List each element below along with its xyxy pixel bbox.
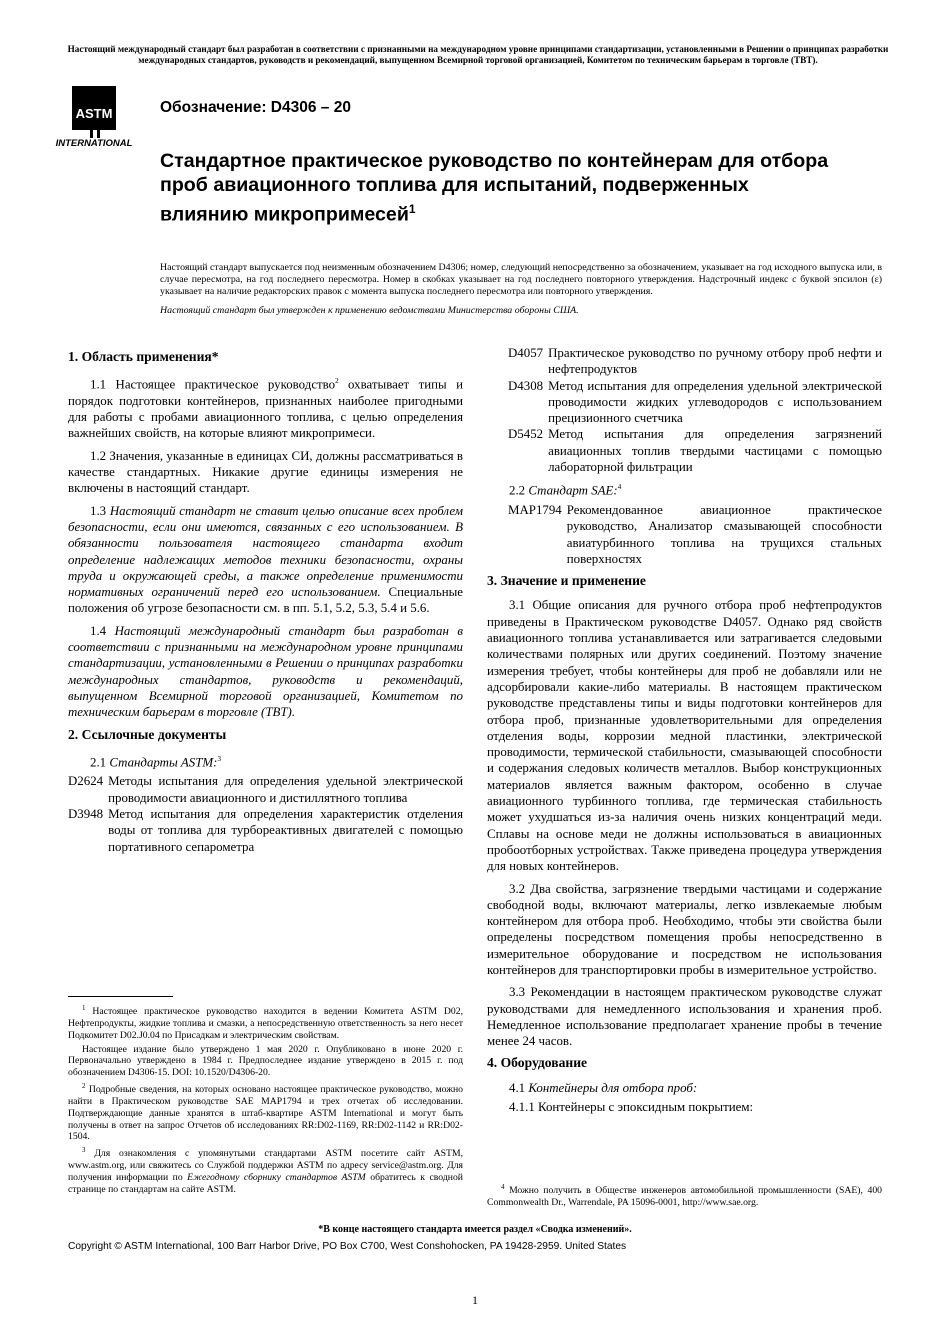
page-number: 1: [472, 1293, 478, 1307]
para-3-3: 3.3 Рекомендации в настоящем практическом руководстве служат руководствами для немедленного использования и хранения проб. Немедленное использование предполагает хранение пробы в течение менее 24 часов.: [487, 985, 882, 1049]
footnote-1: $^1$ Настоящее практическое руководство находится в ведении Комитета ASTM D02, Нефтепродукты, жидкие топлива и смазки, а непосредственную ответственность за него несет Подкомитет D02.J0.04 по Присадкам и электрическим свойствам.: [68, 1004, 464, 1041]
para-3-1: 3.1 Общие описания для ручного отбора проб нефтепродуктов приведены в Практическом руководстве D4057. Однако ряд свойств авиационного топлива устанавливается или затрагивается следовыми количествами полярных или других соединений. Поэтому значение измерения требует, чтобы контейнеры для проб не добавляли или не адсорбировали какие-либо материалы. В настоящем практическом руководстве представлены типы и виды подготовки контейнеров для отбора проб, признанные удовлетворительными для определения отделения воды, коррозии медной пластинки, электрической проводимости, термической стабильности, смазывающей способности и содержания следовых количеств металлов. Выбор конструкционных материалов является важным фактором, особенно в случае авиационного турбинного топлива, где термическая стабильность может ухудшаться из-за наличия очень низких концентраций меди. Сплавы на основе меди не должны использоваться в авиационных пробоотборных устройствах. Также приведена процедура утверждения для новых контейнеров.: [487, 598, 882, 874]
ref-d4308: D4308 Метод испытания для определения удельной электрической проводимости жидких углеводородов с использованием прецизионного счетчика: [508, 378, 882, 426]
section-1-heading: 1. Область применения*: [68, 349, 219, 364]
svg-text:INTERNATIONAL: INTERNATIONAL: [55, 138, 133, 149]
ref-d3948: D3948 Метод испытания для определения характеристик отделения воды от топлива для турбореактивных двигателей с помощью портативного сепарометра: [68, 807, 463, 854]
footnote-4: $^4$ Можно получить в Обществе инженеров автомобильной промышленности (SAE), 400 Commonwealth Dr., Warrendale, PA 15096-0001, http://www.sae.org.: [487, 1183, 883, 1209]
section-2-heading: 2. Ссылочные документы: [68, 726, 227, 742]
summary-of-changes-note: *В конце настоящего стандарта имеется раздел «Сводка изменений».: [318, 1224, 632, 1235]
para-4-1-1: 4.1.1 Контейнеры с эпоксидным покрытием:: [509, 1100, 754, 1115]
para-1-3: 1.3 Настоящий стандарт не ставит целью описание всех проблем безопасности, если они имеются, связанных с его использованием. В обязанности пользователя настоящего стандарта входит определение надлежащих методов техники безопасности, охраны труда и окружающей среды, а также определение применимости нормативных ограничений перед его использованием. Специальные положения об угрозе безопасности см. в пп. 5.1, 5.2, 5.3, 5.4 и 5.6.: [68, 503, 463, 616]
para-3-2: 3.2 Два свойства, загрязнение твердыми частицами и содержание свободной воды, включают материалы, легко извлекаемые любым контейнером для отбора проб. Необходимо, чтобы эти свойства были определены посредством помещения пробы непосредственно в измерительное оборудование и посредством не использования контейнеров для транспортировки пробы в измерительное устройство.: [487, 881, 882, 977]
issuance-note: Настоящий стандарт выпускается под неизменным обозначением D4306; номер, следующий непосредственно за обозначением, указывает на год исходного выпуска или, в случае пересмотра, на год последнего пересмотра. Номер в скобках указывает на год последнего повторного утверждения. Надстрочный индекс с буквой эпсилон (ε) указывает на наличие редакторских правок с момента выпуска последнего пересмотра или повторного утверждения.: [160, 262, 882, 298]
para-1-4: 1.4 Настоящий международный стандарт был разработан в соответствии с признанными на международном уровне принципами стандартизации, установленными в Решении о принципах разработки международных стандартов, руководств и рекомендаций, выпущенном Всемирной торговой организацией, Комитетом по техническим барьерам в торговле (TBT).: [68, 623, 463, 720]
para-2-2: 2.2 Стандарт SAE:$^4$: [509, 483, 622, 498]
document-title: Стандартное практическое руководство по контейнерам для отбора проб авиационного топлива для испытаний, подверженных влиянию микропримесей$^1$: [160, 150, 829, 226]
footnote-1-approval: Настоящее издание было утверждено 1 мая 2020 г. Опубликовано в июне 2020 г. Первоначально утверждено в 1984 г. Предпоследнее издание утверждено в 2015 г. под обозначением D4306-15. DOI: 10.1520/D4306-20.: [68, 1043, 463, 1079]
footnote-3: $^3$ Для ознакомления с упомянутыми стандартами ASTM посетите сайт ASTM, www.astm.org, или свяжитесь со Службой поддержки ASTM по адресу service@astm.org. Для получения информации по Ежегодному сборнику стандартов ASTM обратитесь к сводной странице по стандартам на сайте ASTM.: [68, 1146, 463, 1195]
footnotes-left: [68, 1003, 463, 1198]
para-4-1: 4.1 Контейнеры для отбора проб:: [509, 1080, 698, 1095]
intro-block: [160, 262, 882, 317]
section-4-heading: 4. Оборудование: [487, 1055, 588, 1071]
ref-map1794: MAP1794 Рекомендованное авиационное практическое руководство, Анализатор смазывающей способности авиатурбинного топлива на трущихся стальных поверхностях: [508, 502, 882, 566]
ref-d2624: D2624 Методы испытания для определения удельной электрической проводимости авиационного и дистиллятного топлива: [68, 774, 463, 805]
copyright-line: Copyright © ASTM International, 100 Barr Harbor Drive, PO Box C700, West Conshohocken, PA 19428-2959. United States: [68, 1241, 627, 1252]
para-1-2: 1.2 Значения, указанные в единицах СИ, должны рассматриваться в качестве стандартных. Никакие другие единицы измерения не включены в настоящий стандарт.: [68, 448, 463, 496]
ref-d5452: D5452 Метод испытания для определения загрязнений авиационных топлив твердыми частицами с помощью лабораторной фильтрации: [508, 427, 882, 475]
footnote-2: $^2$ Подробные сведения, на которых основано настоящее практическое руководство, можно найти в Практическом руководстве SAE MAP1794 и трех отчетах об исследовании. Подтверждающие данные хранятся в штаб-квартире ASTM International и могут быть получены в ответ на запрос Отчетов об исследованиях RR:D02-1169, RR:D02-1142 и RR:D02-1504.: [68, 1082, 463, 1143]
footnotes-right: [487, 1182, 882, 1211]
international-standard-notice: Настоящий международный стандарт был разработан в соответствии с признанными на международном уровне принципами стандартизации, установленными в Решении о принципах разработки международных стандартов, руководств и рекомендаций, выпущенном Всемирной торговой организацией, Комитетом по техническим барьерам в торговле (TBT).: [67, 44, 889, 65]
designation: Обозначение: D4306 – 20: [160, 99, 351, 116]
para-2-1: 2.1 Стандарты ASTM:$^3$: [90, 754, 221, 770]
dod-approval-note: Настоящий стандарт был утвержден к применению ведомствами Министерства обороны США.: [160, 304, 579, 316]
footnote-separator: [68, 996, 173, 997]
astm-logo: [55, 80, 154, 149]
left-column: [68, 345, 463, 855]
ref-d4057: D4057 Практическое руководство по ручному отбору проб нефти и нефтепродуктов: [508, 346, 882, 377]
svg-text:ASTM: ASTM: [75, 106, 113, 121]
para-1-1: 1.1 Настоящее практическое руководство$^2$ охватывает типы и порядок подготовки контейнеров, признанных наиболее пригодными для работы с пробами авиационного топлива, с целью определения важнейших свойств, на которые влияют микропримеси.: [68, 377, 463, 441]
section-3-heading: 3. Значение и применение: [487, 573, 646, 589]
astm-logo-icon: [55, 80, 154, 149]
right-column: [487, 345, 882, 1118]
